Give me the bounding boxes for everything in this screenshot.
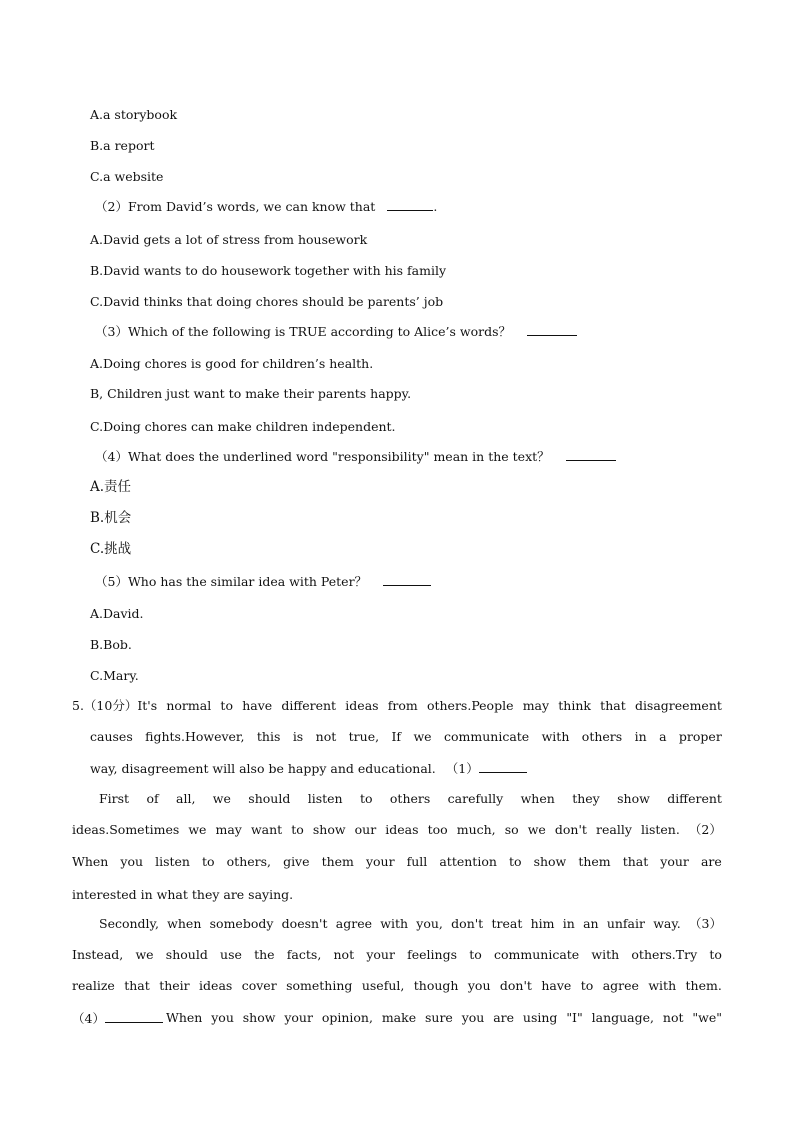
- word: to: [202, 854, 215, 869]
- answer-blank: [383, 573, 431, 586]
- word: their: [159, 978, 190, 993]
- word: much,: [456, 822, 496, 837]
- word: disagreement: [634, 698, 722, 713]
- word: you: [211, 1010, 234, 1025]
- word: show: [242, 1010, 276, 1025]
- word: others,: [226, 854, 272, 869]
- word: 5.（10分）It's: [72, 698, 158, 713]
- answer-blank: [566, 448, 616, 461]
- word: don't: [554, 822, 587, 837]
- answer-blank: [479, 760, 527, 773]
- word: to: [580, 978, 594, 993]
- word: is: [292, 729, 304, 744]
- word: so: [504, 822, 519, 837]
- word: with: [380, 916, 409, 931]
- q4-option-b: B.机会: [90, 510, 132, 526]
- word: Instead,: [72, 947, 124, 962]
- q5-option-c: C.Mary.: [90, 668, 139, 683]
- word: "we": [692, 1010, 722, 1025]
- q4-option-a: A.责任: [90, 479, 132, 495]
- word: show: [617, 791, 650, 806]
- word: unfair: [606, 916, 645, 931]
- word: of: [146, 791, 159, 806]
- word: facts,: [286, 947, 322, 962]
- word: too: [427, 822, 448, 837]
- paragraph-1-line-1: [99, 791, 722, 807]
- word: not: [315, 729, 337, 744]
- paragraph-2-line-4-start: [72, 1010, 163, 1027]
- word: should: [165, 947, 208, 962]
- word: somebody: [209, 916, 274, 931]
- word: agree: [335, 916, 373, 931]
- question-2: [95, 198, 437, 215]
- paragraph-2-line-1: [99, 916, 722, 932]
- word: attention: [439, 854, 497, 869]
- word: normal: [166, 698, 212, 713]
- question-4: [95, 448, 616, 465]
- question-5-text: （5）Who has the similar idea with Peter？: [95, 574, 368, 589]
- word: feelings: [407, 947, 458, 962]
- word: ideas: [345, 698, 379, 713]
- word: not: [662, 1010, 684, 1025]
- word: an: [583, 916, 599, 931]
- word: not: [333, 947, 355, 962]
- question-4-text: （4）What does the underlined word "responsibility" mean in the text？: [95, 449, 550, 464]
- q3-option-b: B, Children just want to make their parents happy.: [90, 386, 412, 401]
- blank-number: （1）: [445, 761, 479, 776]
- word: we: [188, 822, 207, 837]
- q1-option-b: B.a report: [90, 138, 155, 153]
- word: language,: [591, 1010, 655, 1025]
- word: using: [522, 1010, 558, 1025]
- word: that: [124, 978, 150, 993]
- word: him: [530, 916, 555, 931]
- paragraph-2-line-4: [166, 1010, 722, 1026]
- word: may: [215, 822, 242, 837]
- word: ideas: [199, 978, 233, 993]
- word: to: [709, 947, 722, 962]
- word: others.People: [426, 698, 514, 713]
- word: in: [562, 916, 575, 931]
- word: really: [596, 822, 632, 837]
- word: to: [469, 947, 482, 962]
- word: in: [634, 729, 647, 744]
- q3-option-c: C.Doing chores can make children independent.: [90, 419, 396, 434]
- word: them: [321, 854, 354, 869]
- section-5-line-1: [72, 698, 722, 714]
- q5-option-b: B.Bob.: [90, 637, 132, 652]
- word: others: [581, 729, 623, 744]
- word: are: [700, 854, 722, 869]
- word: First: [99, 791, 130, 806]
- word: them: [578, 854, 611, 869]
- word: you: [120, 854, 144, 869]
- word: listen: [155, 854, 190, 869]
- word: to: [359, 791, 373, 806]
- paragraph-2-line-3: [72, 978, 722, 994]
- word: don't: [451, 916, 484, 931]
- word: full: [406, 854, 428, 869]
- word: with: [591, 947, 620, 962]
- word: Secondly,: [99, 916, 159, 931]
- q2-option-c: C.David thinks that doing chores should be parents’ job: [90, 294, 444, 309]
- word: （3）: [689, 916, 722, 931]
- word: give: [283, 854, 310, 869]
- word: we: [212, 791, 231, 806]
- word: we: [135, 947, 154, 962]
- q5-option-a: A.David.: [90, 606, 144, 621]
- word: treat: [491, 916, 523, 931]
- word: realize: [72, 978, 115, 993]
- word: If: [391, 729, 402, 744]
- paragraph-2-line-2: [72, 947, 722, 963]
- word: true,: [348, 729, 380, 744]
- word: that: [600, 698, 626, 713]
- word: others.Try: [631, 947, 698, 962]
- question-3-text: （3）Which of the following is TRUE according to Alice’s words？: [95, 324, 512, 339]
- word: the: [254, 947, 275, 962]
- word: sure: [424, 1010, 453, 1025]
- word: "I": [566, 1010, 583, 1025]
- answer-blank: [527, 323, 577, 336]
- word: your: [660, 854, 689, 869]
- word: carefully: [447, 791, 504, 806]
- q1-option-c: C.a website: [90, 169, 164, 184]
- word: to: [220, 698, 233, 713]
- word: are: [493, 1010, 515, 1025]
- word: ideas: [385, 822, 419, 837]
- paragraph-1-line-2: [72, 822, 722, 838]
- word: opinion,: [321, 1010, 373, 1025]
- q3-option-a: A.Doing chores is good for children’s health.: [90, 356, 374, 371]
- word: fights.However,: [145, 729, 245, 744]
- word: though: [413, 978, 459, 993]
- word: your: [365, 854, 395, 869]
- word: way.: [653, 916, 681, 931]
- answer-blank: [105, 1010, 163, 1023]
- word: from: [387, 698, 418, 713]
- q2-option-a: A.David gets a lot of stress from housework: [90, 232, 368, 247]
- word: have: [242, 698, 273, 713]
- word: When: [166, 1010, 203, 1025]
- word: our: [354, 822, 377, 837]
- q2-option-b: B.David wants to do housework together with his family: [90, 263, 447, 278]
- word: a: [659, 729, 667, 744]
- word: your: [366, 947, 395, 962]
- word: all,: [176, 791, 196, 806]
- word: listen.: [640, 822, 680, 837]
- word: we: [527, 822, 546, 837]
- word: when: [167, 916, 202, 931]
- word: others: [389, 791, 431, 806]
- word: causes: [90, 729, 133, 744]
- word: make: [381, 1010, 417, 1025]
- q4-option-c: C.挑战: [90, 541, 132, 557]
- word: proper: [678, 729, 722, 744]
- word: you: [467, 978, 491, 993]
- question-2-text: （2）From David’s words, we can know that: [95, 199, 376, 214]
- word: show: [533, 854, 567, 869]
- paragraph-1-line-4: interested in what they are saying.: [72, 887, 294, 902]
- word: listen: [307, 791, 343, 806]
- word: When: [72, 854, 109, 869]
- word: that: [622, 854, 649, 869]
- section-5-line-3: [90, 760, 527, 777]
- paragraph-1-line-3: [72, 854, 722, 870]
- word: something: [286, 978, 353, 993]
- blank-number: （4）: [72, 1011, 105, 1026]
- word: different: [667, 791, 722, 806]
- section-5-line-3-text: way, disagreement will also be happy and educational.: [90, 761, 436, 776]
- word: we: [413, 729, 432, 744]
- word: with: [648, 978, 677, 993]
- word: use: [220, 947, 242, 962]
- word: this: [256, 729, 281, 744]
- word: may: [522, 698, 550, 713]
- word: ideas.Sometimes: [72, 822, 180, 837]
- word: doesn't: [281, 916, 328, 931]
- word: show: [312, 822, 346, 837]
- question-2-end: .: [433, 199, 438, 214]
- word: them.: [685, 978, 722, 993]
- word: different: [281, 698, 337, 713]
- word: think: [558, 698, 591, 713]
- word: want: [250, 822, 283, 837]
- word: don't: [499, 978, 532, 993]
- word: useful,: [361, 978, 405, 993]
- word: you,: [416, 916, 443, 931]
- word: you: [461, 1010, 485, 1025]
- word: to: [508, 854, 522, 869]
- word: （2）: [688, 822, 722, 837]
- word: they: [572, 791, 600, 806]
- word: when: [520, 791, 555, 806]
- word: should: [248, 791, 291, 806]
- word: cover: [241, 978, 277, 993]
- word: your: [284, 1010, 313, 1025]
- word: communicate: [494, 947, 580, 962]
- answer-blank: [387, 198, 433, 211]
- word: have: [541, 978, 572, 993]
- question-5: [95, 573, 431, 590]
- section-5-line-2: [90, 729, 722, 745]
- word: agree: [602, 978, 639, 993]
- word: communicate: [443, 729, 530, 744]
- q1-option-a: A.a storybook: [90, 107, 178, 122]
- word: with: [541, 729, 570, 744]
- word: to: [291, 822, 304, 837]
- question-3: [95, 323, 577, 340]
